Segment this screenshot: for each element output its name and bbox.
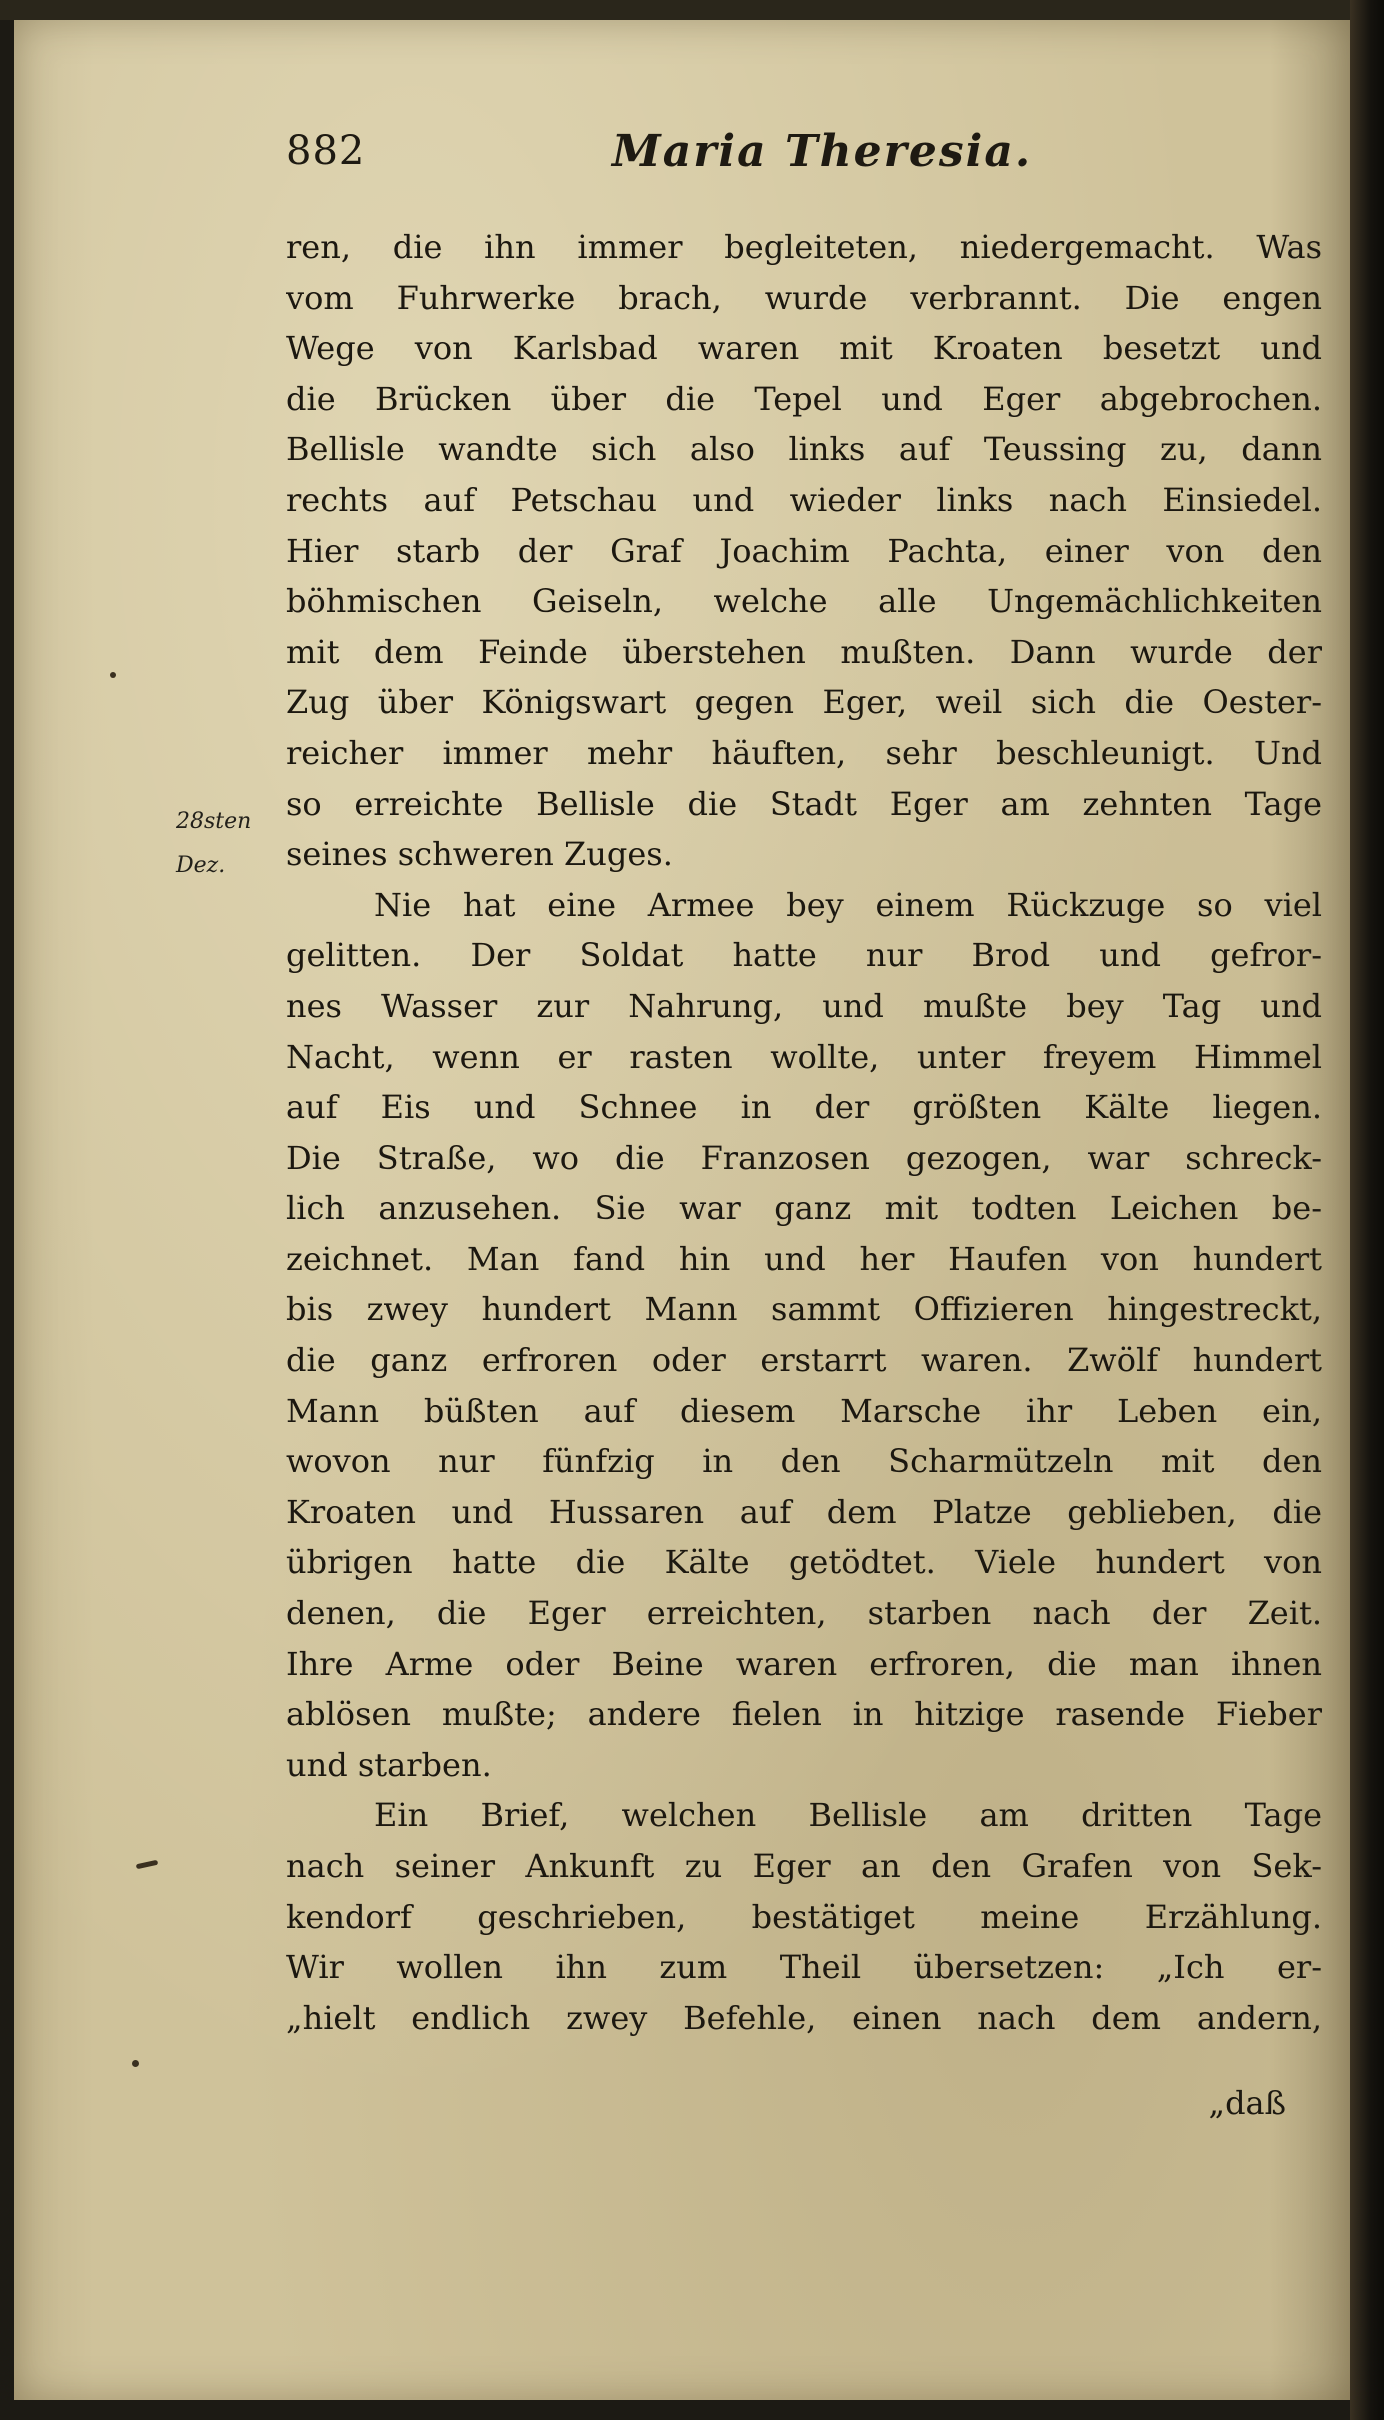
text-line: gelitten. Der Soldat hatte nur Brod und gefror- bbox=[286, 936, 1322, 975]
text-line: Zug über Königswart gegen Eger, weil sich die Oester- bbox=[286, 683, 1322, 722]
text-line: Wege von Karlsbad waren mit Kroaten besetzt und bbox=[286, 329, 1322, 368]
text-line: böhmischen Geiseln, welche alle Ungemächlichkeiten bbox=[286, 582, 1322, 621]
running-title: Maria Theresia. bbox=[612, 126, 1033, 177]
text-line: übrigen hatte die Kälte getödtet. Viele hundert von bbox=[286, 1543, 1322, 1582]
text-line: Bellisle wandte sich also links auf Teussing zu, dann bbox=[286, 430, 1322, 469]
text-line: wovon nur fünfzig in den Scharmützeln mit den bbox=[286, 1442, 1322, 1481]
text-line: ablösen mußte; andere fielen in hitzige rasende Fieber bbox=[286, 1695, 1322, 1734]
text-line: die ganz erfroren oder erstarrt waren. Zwölf hundert bbox=[286, 1341, 1322, 1380]
text-line: kendorf geschrieben, bestätiget meine Erzählung. bbox=[286, 1897, 1322, 1936]
text-line: ren, die ihn immer begleiteten, niedergemacht. Was bbox=[286, 228, 1322, 266]
text-line: vom Fuhrwerke brach, wurde verbrannt. Die engen bbox=[286, 278, 1322, 317]
text-line: Nacht, wenn er rasten wollte, unter freyem Himmel bbox=[286, 1037, 1322, 1076]
text-line: die Brücken über die Tepel und Eger abgebrochen. bbox=[286, 379, 1322, 418]
text-line: Hier starb der Graf Joachim Pachta, einer von den bbox=[286, 531, 1322, 570]
paragraph-first-line: Nie hat eine Armee bey einem Rückzuge so viel bbox=[374, 885, 1322, 924]
text-line: seines schweren Zuges. bbox=[286, 835, 673, 874]
margin-note-month: Dez. bbox=[176, 853, 226, 878]
body-text bbox=[286, 222, 1322, 2043]
text-line: Mann büßten auf diesem Marsche ihr Leben ein, bbox=[286, 1391, 1322, 1430]
text-line: und starben. bbox=[286, 1745, 492, 1784]
text-line: reicher immer mehr häuften, sehr beschleunigt. Und bbox=[286, 733, 1322, 772]
page-header bbox=[286, 128, 1286, 188]
text-line: „hielt endlich zwey Befehle, einen nach dem andern, bbox=[286, 1998, 1322, 2037]
margin-note-date: 28sten bbox=[176, 809, 252, 834]
ink-speck bbox=[110, 672, 116, 678]
text-line: auf Eis und Schnee in der größten Kälte liegen. bbox=[286, 1088, 1322, 1127]
text-line: lich anzusehen. Sie war ganz mit todten Leichen be- bbox=[286, 1189, 1322, 1228]
catchword: „daß bbox=[1208, 2084, 1286, 2122]
text-line: zeichnet. Man fand hin und her Haufen von hundert bbox=[286, 1239, 1322, 1278]
text-line: Die Straße, wo die Franzosen gezogen, war schreck- bbox=[286, 1138, 1322, 1177]
text-line: denen, die Eger erreichten, starben nach der Zeit. bbox=[286, 1594, 1322, 1633]
text-line: nes Wasser zur Nahrung, und mußte bey Tag und bbox=[286, 986, 1322, 1025]
text-line: bis zwey hundert Mann sammt Offizieren hingestreckt, bbox=[286, 1290, 1322, 1329]
text-line: rechts auf Petschau und wieder links nach Einsiedel. bbox=[286, 480, 1322, 519]
text-line: Wir wollen ihn zum Theil übersetzen: „Ich er- bbox=[286, 1948, 1322, 1987]
text-line: Kroaten und Hussaren auf dem Platze geblieben, die bbox=[286, 1492, 1322, 1531]
text-line: Ihre Arme oder Beine waren erfroren, die man ihnen bbox=[286, 1644, 1322, 1683]
scan-top-edge bbox=[0, 0, 1384, 20]
text-line: nach seiner Ankunft zu Eger an den Grafen von Sek- bbox=[286, 1847, 1322, 1885]
text-line: so erreichte Bellisle die Stadt Eger am zehnten Tage bbox=[286, 784, 1322, 823]
book-spine-edge bbox=[1350, 0, 1384, 2420]
text-line: mit dem Feinde überstehen mußten. Dann wurde der bbox=[286, 632, 1322, 671]
page-number: 882 bbox=[286, 128, 366, 174]
paragraph-first-line: Ein Brief, welchen Bellisle am dritten Tage bbox=[374, 1796, 1322, 1835]
ink-speck bbox=[132, 2060, 139, 2067]
margin-note bbox=[176, 800, 251, 888]
